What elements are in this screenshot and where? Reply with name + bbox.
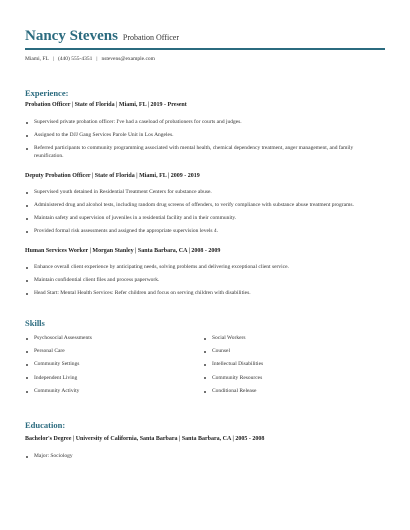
contact-location: Miami, FL [25,56,49,62]
list-item: Maintain safety and supervision of juveniles in a residential facility and in their community. [25,215,380,223]
degree-title: Bachelor's Degree | University of California, Santa Barbara | Santa Barbara, CA | 2005 - 2008 [25,436,265,442]
contact-phone: (440) 555-4351 [57,56,93,62]
list-item: Enhance overall client experience by anticipating needs, solving problems and delivering exceptional client service. [25,264,380,272]
contact-line [25,56,155,62]
list-item: Psychosocial Assessments [25,335,195,342]
list-item: Referred participants to community programming associated with mental health, chemical dependency treatment, anger management, and family reunification. [25,145,380,160]
list-item: Supervised youth detained in Residential Treatment Centers for substance abuse. [25,189,380,197]
list-item: Intellectual Disabilities [203,361,373,368]
candidate-name: Nancy Stevens [25,28,118,44]
list-item: Social Workers [203,335,373,342]
resume-header [25,27,179,45]
list-item: Community Resources [203,375,373,382]
experience-heading: Experience: [25,88,69,98]
list-item: Community Activity [25,388,195,395]
list-item: Counsel [203,348,373,355]
list-item: Independent Living [25,375,195,382]
candidate-title: Probation Officer [122,33,179,42]
contact-separator: | [96,56,98,62]
list-item: Head Start: Mental Health Services: Refer children and focus on serving children with disabilities. [25,290,380,298]
list-item: Provided formal risk assessments and assigned the appropriate supervision levels 4. [25,228,380,236]
job-bullets [25,264,380,303]
job-bullets [25,119,380,166]
list-item: Community Settings [25,361,195,368]
education-heading: Education: [25,420,66,430]
list-item: Personal Care [25,348,195,355]
job-bullets [25,189,380,241]
list-item: Supervised private probation officer: I've had a caseload of probationers for courts and judges. [25,119,380,127]
skills-list-left [25,335,195,401]
contact-separator: | [52,56,54,62]
list-item: Administered drug and alcohol tests, including random drug screens of offenders, to verify compliance with substance abuse treatment programs. [25,202,380,210]
skills-heading: Skills [25,318,45,328]
list-item: Major: Sociology [25,453,380,461]
skills-list-right [203,335,373,401]
list-item: Conditional Release [203,388,373,395]
header-divider [25,48,385,50]
job-title: Probation Officer | State of Florida | Miami, FL | 2019 - Present [25,102,187,108]
contact-email: nstevens@example.com [101,56,155,62]
list-item: Maintain confidential client files and process paperwork. [25,277,380,285]
job-title: Deputy Probation Officer | State of Florida | Miami, FL | 2009 - 2019 [25,173,200,179]
job-title: Human Services Worker | Morgan Stanley | Santa Barbara, CA | 2008 - 2009 [25,248,221,254]
list-item: Assigned to the DJJ Gang Services Parole Unit in Los Angeles. [25,132,380,140]
education-bullets [25,453,380,466]
